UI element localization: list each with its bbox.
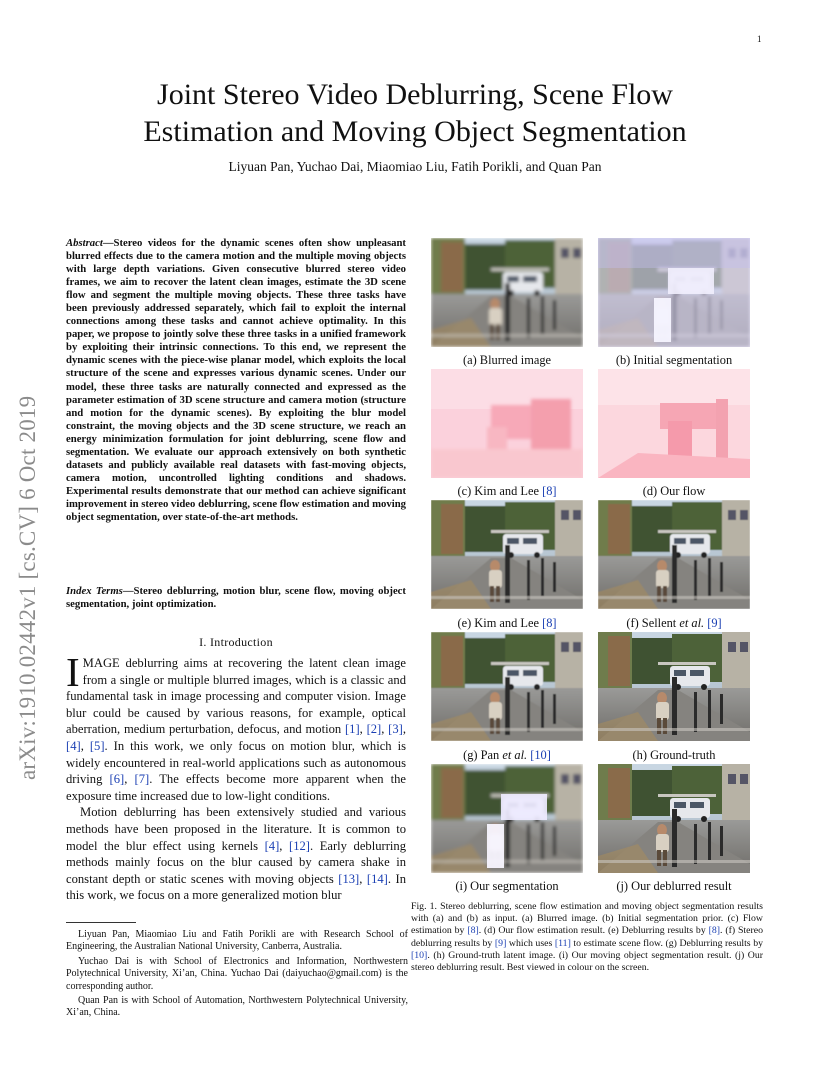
subfigure-label-j — [579, 879, 769, 894]
subfigure-label-g — [412, 748, 602, 763]
subfigure-italic: et al. — [679, 616, 705, 630]
caption-text: Fig. 1. Stereo deblurring, scene flow estimation and moving object segmentation results with (a) and (b) as input. (a) Blurred image. (b) Initial segmentation prior. (c) Flow estimation by — [411, 901, 763, 937]
intro-text-span: . Early deblurring methods mainly focus on the blur caused by camera shake in constant depth or static scenes with moving objects — [66, 838, 406, 886]
figure-panel-deblur-pan — [431, 632, 583, 741]
subfigure-italic: et al. — [502, 748, 528, 762]
intro-paragraph-2: Motion deblurring has been extensively studied and various methods have been proposed in the literature. It is common to model the blur effect using kernels [4], [12]. Early deblurring methods mainly focus on the blur caused by camera shake in constant depth or static scenes with moving objects [13], [14]. In this work, we focus on a more generalized motion blur — [66, 805, 406, 903]
citation-link[interactable]: [11] — [554, 937, 571, 949]
subfigure-text: (c) Kim and Lee — [457, 484, 543, 498]
subfigure-text: (e) Kim and Lee — [457, 616, 543, 630]
figure-panel-deblur-sellent — [598, 500, 750, 609]
footnote-rule — [66, 922, 136, 923]
section-heading-introduction: I. Introduction — [199, 635, 273, 649]
subfigure-label-e — [412, 616, 602, 631]
caption-text: which uses — [506, 937, 555, 949]
citation-link[interactable]: [9] — [494, 937, 507, 949]
index-terms-body: —Stereo deblurring, motion blur, scene flow, moving object segmentation, joint optimization. — [66, 585, 406, 611]
intro-text-span: . In this work, we focus on a more generalized motion blur — [66, 871, 406, 903]
footnote-affiliation-3: Quan Pan is with School of Automation, Northwestern Polytechnical University, Xi’an, China. — [66, 995, 408, 1019]
citation-link[interactable]: [10] — [530, 748, 551, 762]
abstract-body: —Stereo videos for the dynamic scenes often show unpleasant blurred effects due to the camera motion and the multiple moving objects with large depth variations. Given consecutive blurred stereo video frames, we aim to recover the latent clean images, estimate the 3D scene flow and segment the multiple moving objects. These three tasks have been previously addressed separately, which fail to exploit the internal connections among these tasks and cannot achieve optimality. In this paper, we propose to jointly solve these three tasks in a unified framework by exploiting their intrinsic connections. To this end, we represent the dynamic scenes with the piece-wise planar model, which exploits the local structure of the scene and expresses various dynamic scenes. Under our model, these three tasks are naturally connected and expressed as the parameter estimation of 3D scene structure and camera motion (structure and motion for the dynamic scenes). By exploiting the blur model constraint, the moving objects and the 3D scene structure, we reach an energy minimization formulation for joint deblurring, scene flow and segmentation. We evaluate our approach extensively on both synthetic datasets and publicly available real datasets with fast-moving objects, camera motion, uncontrolled lighting conditions and shadows. Experimental results demonstrate that our method can achieve significant improvement in stereo video deblurring, scene flow estimation and moving object segmentation, over state-of-the-art methods. — [66, 237, 406, 523]
figure-panel-our-flow — [598, 369, 750, 478]
figure-panel-deblur-kim-lee — [431, 500, 583, 609]
subfigure-text: (j) Our deblurred result — [616, 879, 732, 893]
citation-link[interactable]: [8] — [542, 616, 557, 630]
citation-link[interactable]: [10] — [411, 949, 428, 961]
footnote-affiliation-2: Yuchao Dai is with School of Electronics and Information, Northwestern Polytechnical University, Xi’an, China. Yuchao Dai (daiyuchao@gmail.com) is the corresponding author. — [66, 955, 408, 992]
citation-link[interactable]: [2] — [366, 722, 382, 737]
drop-cap: I — [66, 649, 80, 695]
subfigure-label-a — [412, 353, 602, 368]
intro-paragraph-1: IMAGE deblurring aims at recovering the latent clean image from a single or multiple blurred images, which is a classic and fundamental task in image processing and computer vision. Image blur could be caused by various reasons, for example, optical aberration, medium perturbation, defocus, and motion [1], [2], [3], [4], [5]. In this work, we only focus on motion blur, which is widely encountered in real-world applications such as autonomous driving [6], [7]. The effects become more apparent when the exposure time increased due to low-light conditions. — [66, 649, 407, 803]
subfigure-text: (d) Our flow — [642, 484, 706, 498]
figure-panel-ground-truth — [598, 632, 750, 741]
citation-link[interactable]: [5] — [89, 738, 105, 753]
index-terms — [66, 585, 406, 611]
subfigure-label-d — [579, 484, 769, 499]
intro-text-span: deblurring aims at recovering the latent clean image from a single or multiple blurred images, which is a classic and fundamental task in image processing and computer vision. Image blur could be caused by various reasons, for example, optical aberration, medium perturbation, defocus, and motion — [66, 656, 406, 737]
introduction-text — [66, 649, 407, 904]
citation-link[interactable]: [8] — [708, 925, 721, 937]
subfigure-text: (f) Sellent — [626, 616, 680, 630]
abstract-lead: Abstract — [66, 237, 103, 249]
subfigure-label-b — [579, 353, 769, 368]
citation-link[interactable]: [9] — [707, 616, 722, 630]
figure-panel-our-deblurred-result — [598, 764, 750, 873]
citation-link[interactable]: [3] — [388, 722, 403, 737]
subfigure-label-f — [579, 616, 769, 631]
figure-caption — [411, 901, 763, 974]
citation-link[interactable]: [4] — [66, 738, 81, 753]
subfigure-label-h — [579, 748, 769, 763]
paper-title — [80, 76, 750, 150]
arxiv-stamp: arXiv:1910.02442v1 [cs.CV] 6 Oct 2019 — [15, 395, 40, 780]
caption-text: . (d) Our flow estimation result. (e) Deblurring results by — [478, 925, 709, 937]
footnote-affiliation-1: Liyuan Pan, Miaomiao Liu and Fatih Porikli are with Research School of Engineering, the Australian National University, Canberra, Australia. — [66, 929, 408, 953]
subfigure-text: (h) Ground-truth — [632, 748, 716, 762]
caption-text: to estimate scene flow. (g) Deblurring results by — [570, 937, 763, 949]
abstract — [66, 237, 406, 524]
title-line-2: Estimation and Moving Object Segmentation — [143, 115, 687, 148]
subfigure-text: (i) Our segmentation — [455, 879, 559, 893]
figure-panel-initial-segmentation — [598, 238, 750, 347]
subfigure-label-c — [412, 484, 602, 499]
subfigure-label-i — [412, 879, 602, 894]
title-line-1: Joint Stereo Video Deblurring, Scene Flow — [157, 78, 673, 111]
citation-link[interactable]: [12] — [289, 838, 310, 853]
citation-link[interactable]: [7] — [134, 772, 150, 787]
citation-link[interactable]: [6] — [109, 772, 125, 787]
subfigure-text: (b) Initial segmentation — [615, 353, 733, 367]
intro-text-span: . In this work, we only focus on motion blur, which is widely encountered in real-world applications such as autonomous driving — [66, 738, 406, 787]
citation-link[interactable]: [1] — [344, 722, 360, 737]
intro-text-span: Motion deblurring has been extensively studied and various methods have been proposed in the literature. It is common to model the blur effect using kernels — [66, 805, 406, 853]
index-terms-lead: Index Terms — [66, 585, 123, 597]
subfigure-text: (a) Blurred image — [462, 353, 552, 367]
citation-link[interactable]: [13] — [338, 871, 360, 886]
footnotes — [66, 929, 408, 1022]
first-word-rest: MAGE — [82, 656, 120, 670]
citation-link[interactable]: [14] — [366, 871, 388, 886]
caption-text: . (f) Stereo deblurring results by — [411, 925, 763, 949]
citation-link[interactable]: [4] — [264, 838, 280, 853]
figure-panel-blurred-image — [431, 238, 583, 347]
citation-link[interactable]: [8] — [467, 925, 479, 937]
figure-panel-flow-kim-lee — [431, 369, 583, 478]
figure-panel-our-segmentation — [431, 764, 583, 873]
author-list: Liyuan Pan, Yuchao Dai, Miaomiao Liu, Fatih Porikli, and Quan Pan — [228, 159, 602, 174]
subfigure-text: (g) Pan — [463, 748, 503, 762]
intro-text-span: . The effects become more apparent when the exposure time increased due to low-light conditions. — [66, 772, 407, 803]
page-number: 1 — [757, 34, 762, 44]
caption-text: . (h) Ground-truth latent image. (i) Our moving object segmentation result. (j) Our stereo deblurring result. Best viewed in colour on the screen. — [411, 949, 763, 974]
citation-link[interactable]: [8] — [542, 484, 557, 498]
